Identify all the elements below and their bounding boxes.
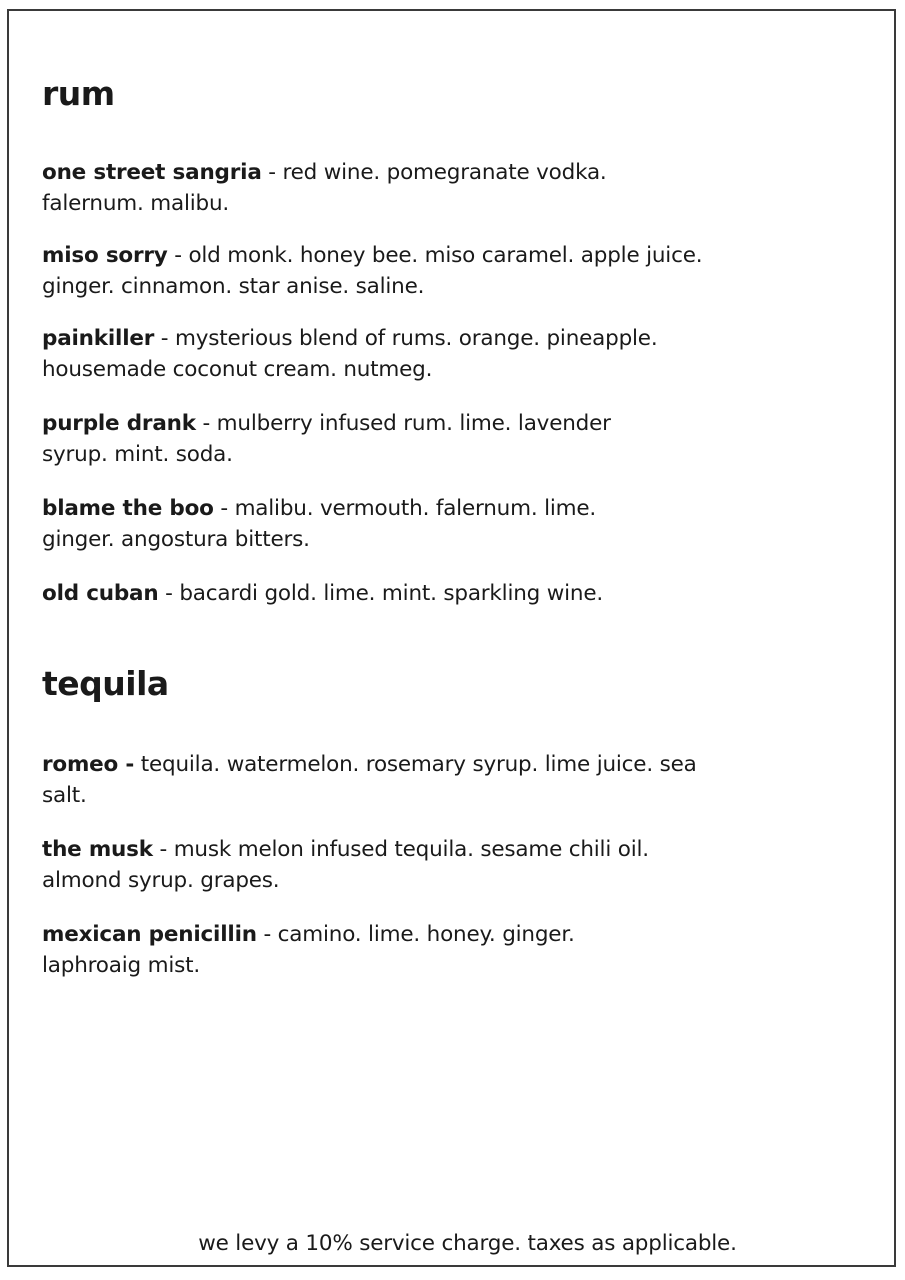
- menu-item-old-cuban: [42, 578, 742, 609]
- item-separator: -: [256, 922, 278, 947]
- item-name: mexican penicillin: [42, 922, 257, 947]
- item-separator: -: [154, 326, 175, 351]
- menu-item-the-musk: [42, 834, 722, 896]
- menu-item-blame-the-boo: [42, 493, 662, 555]
- menu-item-painkiller: [42, 323, 722, 385]
- service-charge-note: we levy a 10% service charge. taxes as applicable.: [198, 1231, 737, 1256]
- item-description: red wine. pomegranate vodka. falernum. malibu.: [42, 160, 607, 216]
- item-name: blame the boo: [42, 496, 214, 521]
- item-separator: -: [195, 411, 217, 436]
- item-separator: [134, 752, 141, 777]
- item-separator: -: [167, 243, 189, 268]
- menu-item-romeo: [42, 749, 722, 811]
- item-name: purple drank: [42, 411, 196, 436]
- item-separator: -: [213, 496, 235, 521]
- section-heading-rum: rum: [42, 74, 115, 113]
- item-name: old cuban: [42, 581, 159, 606]
- item-description: tequila. watermelon. rosemary syrup. lime juice. sea salt.: [42, 752, 697, 808]
- item-description: mysterious blend of rums. orange. pineapple. housemade coconut cream. nutmeg.: [42, 326, 658, 382]
- menu-item-purple-drank: [42, 408, 682, 470]
- item-description: camino. lime. honey. ginger. laphroaig mist.: [42, 922, 575, 978]
- item-description: musk melon infused tequila. sesame chili oil. almond syrup. grapes.: [42, 837, 649, 893]
- item-separator: -: [261, 160, 283, 185]
- item-description: bacardi gold. lime. mint. sparkling wine.: [179, 581, 603, 606]
- menu-item-mexican-penicillin: [42, 919, 662, 981]
- item-description: old monk. honey bee. miso caramel. apple juice. ginger. cinnamon. star anise. saline.: [42, 243, 703, 299]
- item-separator: -: [152, 837, 174, 862]
- item-description: malibu. vermouth. falernum. lime. ginger. angostura bitters.: [42, 496, 597, 552]
- item-name: romeo -: [42, 752, 135, 777]
- menu-item-one-street-sangria: [42, 157, 662, 219]
- menu-item-miso-sorry: [42, 240, 722, 302]
- item-separator: -: [158, 581, 180, 606]
- item-name: painkiller: [42, 326, 155, 351]
- item-name: the musk: [42, 837, 153, 862]
- item-name: miso sorry: [42, 243, 168, 268]
- item-name: one street sangria: [42, 160, 262, 185]
- item-description: mulberry infused rum. lime. lavender syrup. mint. soda.: [42, 411, 611, 467]
- section-heading-tequila: tequila: [42, 664, 169, 703]
